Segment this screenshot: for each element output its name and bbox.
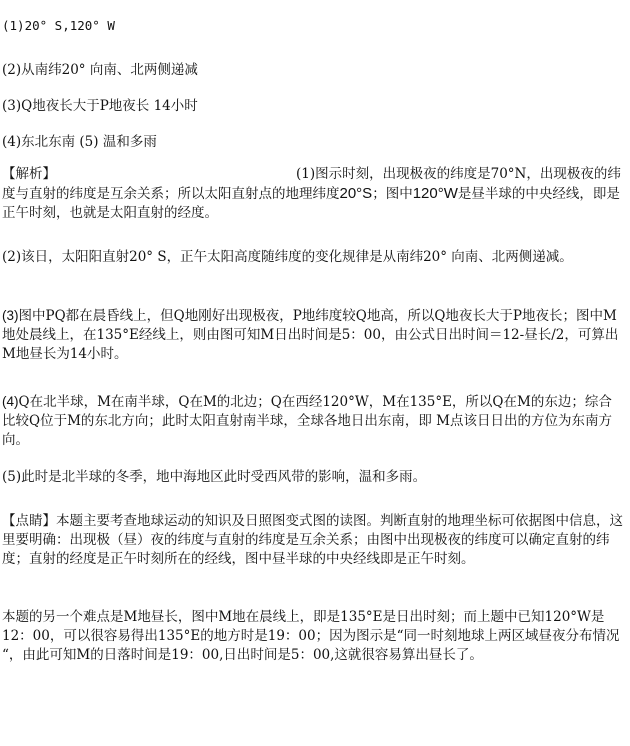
answer-3: (3)Q地夜长大于P地夜长 14小时	[2, 98, 198, 114]
answer-1: (1)20° S,120° W	[2, 18, 115, 33]
analysis-paragraph-2: (2)该日，太阳阳直射20° S，正午太阳高度随纬度的变化规律是从南纬20° 向南、北两侧递减。	[2, 249, 573, 265]
comment-paragraph-2: 本题的另一个难点是M地昼长，图中M地在晨线上，即是135°E是日出时刻；而上题中已知120°W是12：00，可以很容易得出135°E的地方时是19：00；因为图示是“同一时刻地球上两区域昼夜分布情况 “，由此可知M的日落时间是19：00,日出时间是5：00,这就很容易算出昼长了。	[2, 609, 620, 663]
p3-number: (3)	[2, 308, 19, 323]
central-meridian: 120°W	[412, 185, 458, 202]
analysis-paragraph-1	[2, 165, 624, 223]
analysis-paragraph-5: (5)此时是北半球的冬季，地中海地区此时受西风带的影响，温和多雨。	[2, 469, 427, 485]
p4-number: (4)	[2, 394, 19, 409]
analysis-p1-text-c: 是昼半球的中央经线，即是正午时刻，也就是太阳直射的经度。	[2, 186, 620, 221]
subsolar-latitude: 20°S	[339, 185, 373, 202]
answer-2: (2)从南纬20° 向南、北两侧递减	[2, 62, 198, 78]
analysis-p1-text-b: ；图中	[372, 186, 413, 202]
analysis-paragraph-4	[2, 392, 624, 450]
comment-label: 【点睛】	[2, 513, 56, 529]
p3-text: 图中PQ都在晨昏线上，但Q地刚好出现极夜，P地纬度较Q地高，所以Q地夜长大于P地夜长；图中M地处晨线上，在135°E经线上，则由图可知M日出时间是5：00，由公式日出时间＝12-昼长/2，可算出M地昼长为14小时。	[2, 308, 619, 362]
analysis-p1-text-a: (1)图示时刻，出现极夜的纬度是70°N，出现极夜的纬度与直射的纬度是互余关系；所以太阳直射点的地理纬度	[2, 166, 621, 202]
answer-4-5: (4)东北东南 (5) 温和多雨	[2, 134, 157, 150]
p4-text: Q在北半球，M在南半球，Q在M的北边；Q在西经120°W，M在135°E，所以Q在M的东边；综合比较Q位于M的东北方向；此时太阳直射南半球，全球各地日出东南，即 M点该日日出的方位为东南方向。	[2, 394, 613, 448]
comment-text: 本题主要考查地球运动的知识及日照图变式图的读图。判断直射的地理坐标可依据图中信息，这里要明确：出现极（昼）夜的纬度与直射的纬度是互余关系；由图中出现极夜的纬度可以确定直射的纬度；直射的经度是正午时刻所在的经线，图中昼半球的中央经线即是正午时刻。	[2, 513, 623, 567]
comment-paragraph-1	[2, 512, 624, 569]
analysis-paragraph-3	[2, 306, 624, 364]
analysis-label: 【解析】	[2, 166, 56, 182]
